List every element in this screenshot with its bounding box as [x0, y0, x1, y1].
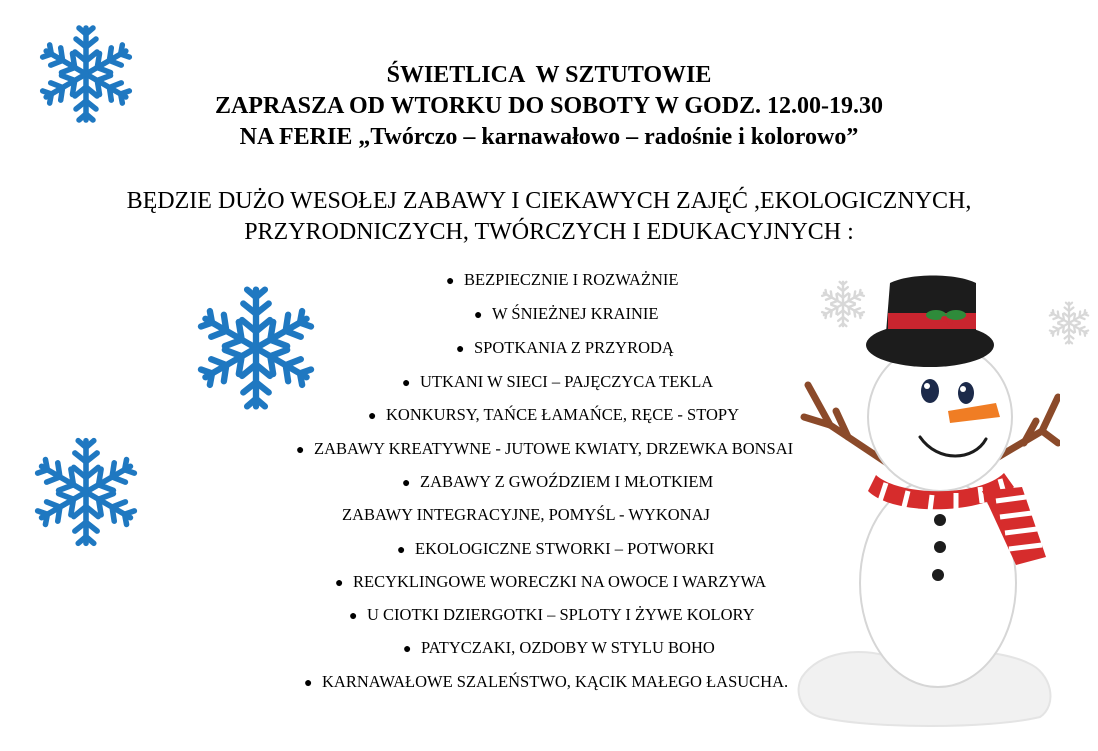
snowflake-icon: [34, 22, 138, 126]
snowflake-icon: [28, 434, 144, 550]
intro-text: [0, 186, 1098, 248]
snowflake-icon: [190, 282, 322, 414]
list-item: ● ZABAWY KREATYWNE - JUTOWE KWIATY, DRZEWKA BONSAI: [296, 439, 794, 458]
header-theme: NA FERIE „Twórczo – karnawałowo – radośnie i kolorowo”: [239, 124, 859, 151]
bullet-icon: ●: [446, 274, 455, 289]
list-item: ZABAWY INTEGRACYJNE, POMYŚL - WYKONAJ: [342, 505, 710, 524]
list-item: ● PATYCZAKI, OZDOBY W STYLU BOHO: [403, 638, 715, 657]
header-invitation: ZAPRASZA OD WTORKU DO SOBOTY W GODZ. 12.00-19.30: [214, 93, 884, 120]
bullet-icon: ●: [403, 642, 412, 657]
list-item: ● ZABAWY Z GWOŹDZIEM I MŁOTKIEM: [402, 472, 714, 491]
list-item: ● KONKURSY, TAŃCE ŁAMAŃCE, RĘCE - STOPY: [368, 405, 740, 424]
bullet-icon: ●: [349, 609, 358, 624]
bullet-icon: ●: [397, 543, 406, 558]
intro-line-2: PRZYRODNICZYCH, TWÓRCZYCH I EDUKACYJNYCH :: [244, 219, 854, 246]
list-item: ● W ŚNIEŻNEJ KRAINIE: [474, 304, 659, 323]
snowman-illustration: [790, 265, 1060, 730]
list-item: ● SPOTKANIA Z PRZYRODĄ: [456, 338, 674, 357]
bullet-icon: ●: [402, 476, 411, 491]
list-item: ● RECYKLINGOWE WORECZKI NA OWOCE I WARZYWA: [335, 572, 767, 591]
bullet-icon: ●: [474, 308, 483, 323]
bullet-icon: ●: [296, 443, 305, 458]
list-item: ● EKOLOGICZNE STWORKI – POTWORKI: [397, 539, 715, 558]
bullet-icon: ●: [304, 676, 313, 691]
bullet-icon: ●: [368, 409, 377, 424]
bullet-icon: ●: [335, 576, 344, 591]
list-item: ● KARNAWAŁOWE SZALEŃSTWO, KĄCIK MAŁEGO ŁASUCHA.: [304, 672, 789, 691]
bullet-icon: ●: [402, 376, 411, 391]
intro-line-1: BĘDZIE DUŻO WESOŁEJ ZABAWY I CIEKAWYCH ZAJĘĆ ,EKOLOGICZNYCH,: [126, 188, 972, 214]
poster-header: [0, 60, 1098, 154]
list-item: ● BEZPIECZNIE I ROZWAŻNIE: [446, 270, 679, 289]
bullet-icon: ●: [456, 342, 465, 357]
list-item: ● U CIOTKI DZIERGOTKI – SPLOTY I ŻYWE KOLORY: [349, 605, 755, 624]
list-item: ● UTKANI W SIECI – PAJĘCZYCA TEKLA: [402, 372, 714, 391]
header-title: ŚWIETLICA W SZTUTOWIE: [386, 62, 712, 88]
